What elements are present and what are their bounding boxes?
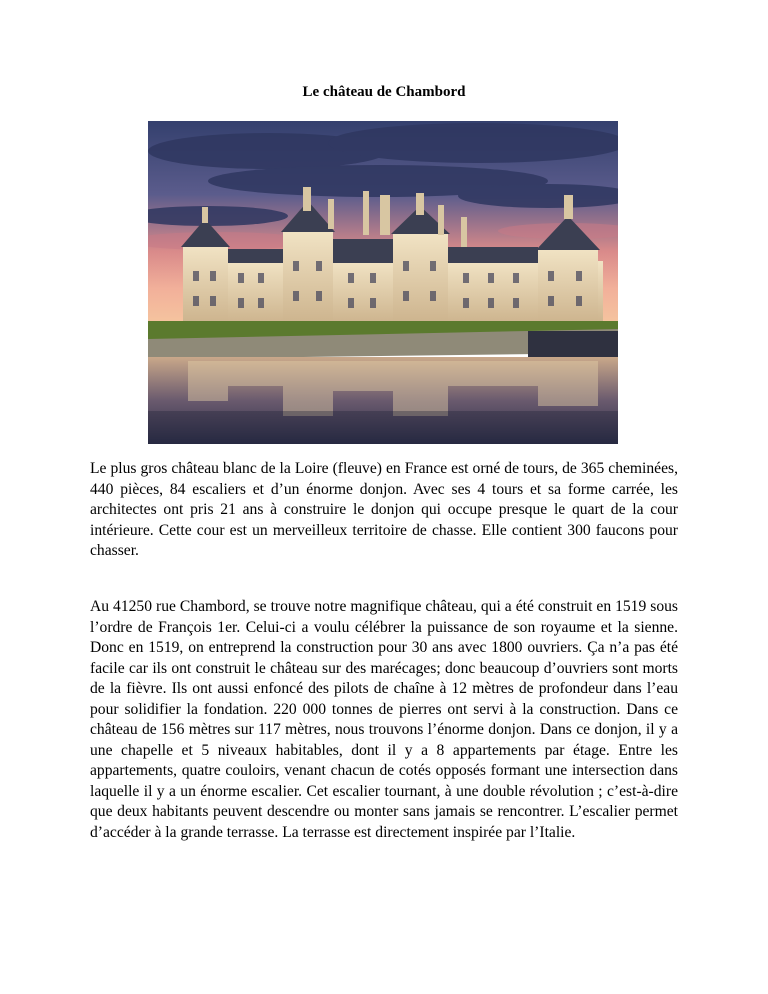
- page-title: Le château de Chambord: [302, 84, 466, 100]
- paragraph-history: Au 41250 rue Chambord, se trouve notre magnifique château, qui a été construit en 1519 sous l’ordre de François 1er. Celui-ci a voulu célébrer la puissance de son royaume et la sienne. Donc en 1519, on entreprend la construction pour 30 ans avec 1800 ouvriers. Ça n’a pas été facile car ils ont construit le château sur des marécages; donc beaucoup d’ouvriers sont morts de la fièvre. Ils ont aussi enfoncé des pilots de chaîne à 12 mètres de profondeur dans l’eau pour solidifier la fondation. 220 000 tonnes de pierres ont servi à la construction. Dans ce château de 156 mètres sur 117 mètres, nous trouvons l’énorme donjon. Dans ce donjon, il y a une chapelle et 5 niveaux habitables, dont il y a 8 appartements par étage. Entre les appartements, quatre couloirs, venant chacun de cotés opposés formant une intersection dans laquelle il y a un énorme escalier. Cet escalier tournant, à une double révolution ; c’est-à-dire que deux habitants peuvent descendre ou monter sans jamais se rencontrer. L’escalier permet d’accéder à la grande terrasse. La terrasse est directement inspirée par l’Italie.: [90, 598, 678, 841]
- chateau-photo: [148, 121, 618, 444]
- paragraph-intro: Le plus gros château blanc de la Loire (fleuve) en France est orné de tours, de 365 cheminées, 440 pièces, 84 escaliers et d’un énorme donjon. Avec ses 4 tours et sa forme carrée, les architectes ont pris 21 ans à construire le donjon qui occupe presque le quart de la cour intérieure. Cette cour est un merveilleux territoire de chasse. Elle contient 300 faucons pour chasser.: [90, 460, 678, 559]
